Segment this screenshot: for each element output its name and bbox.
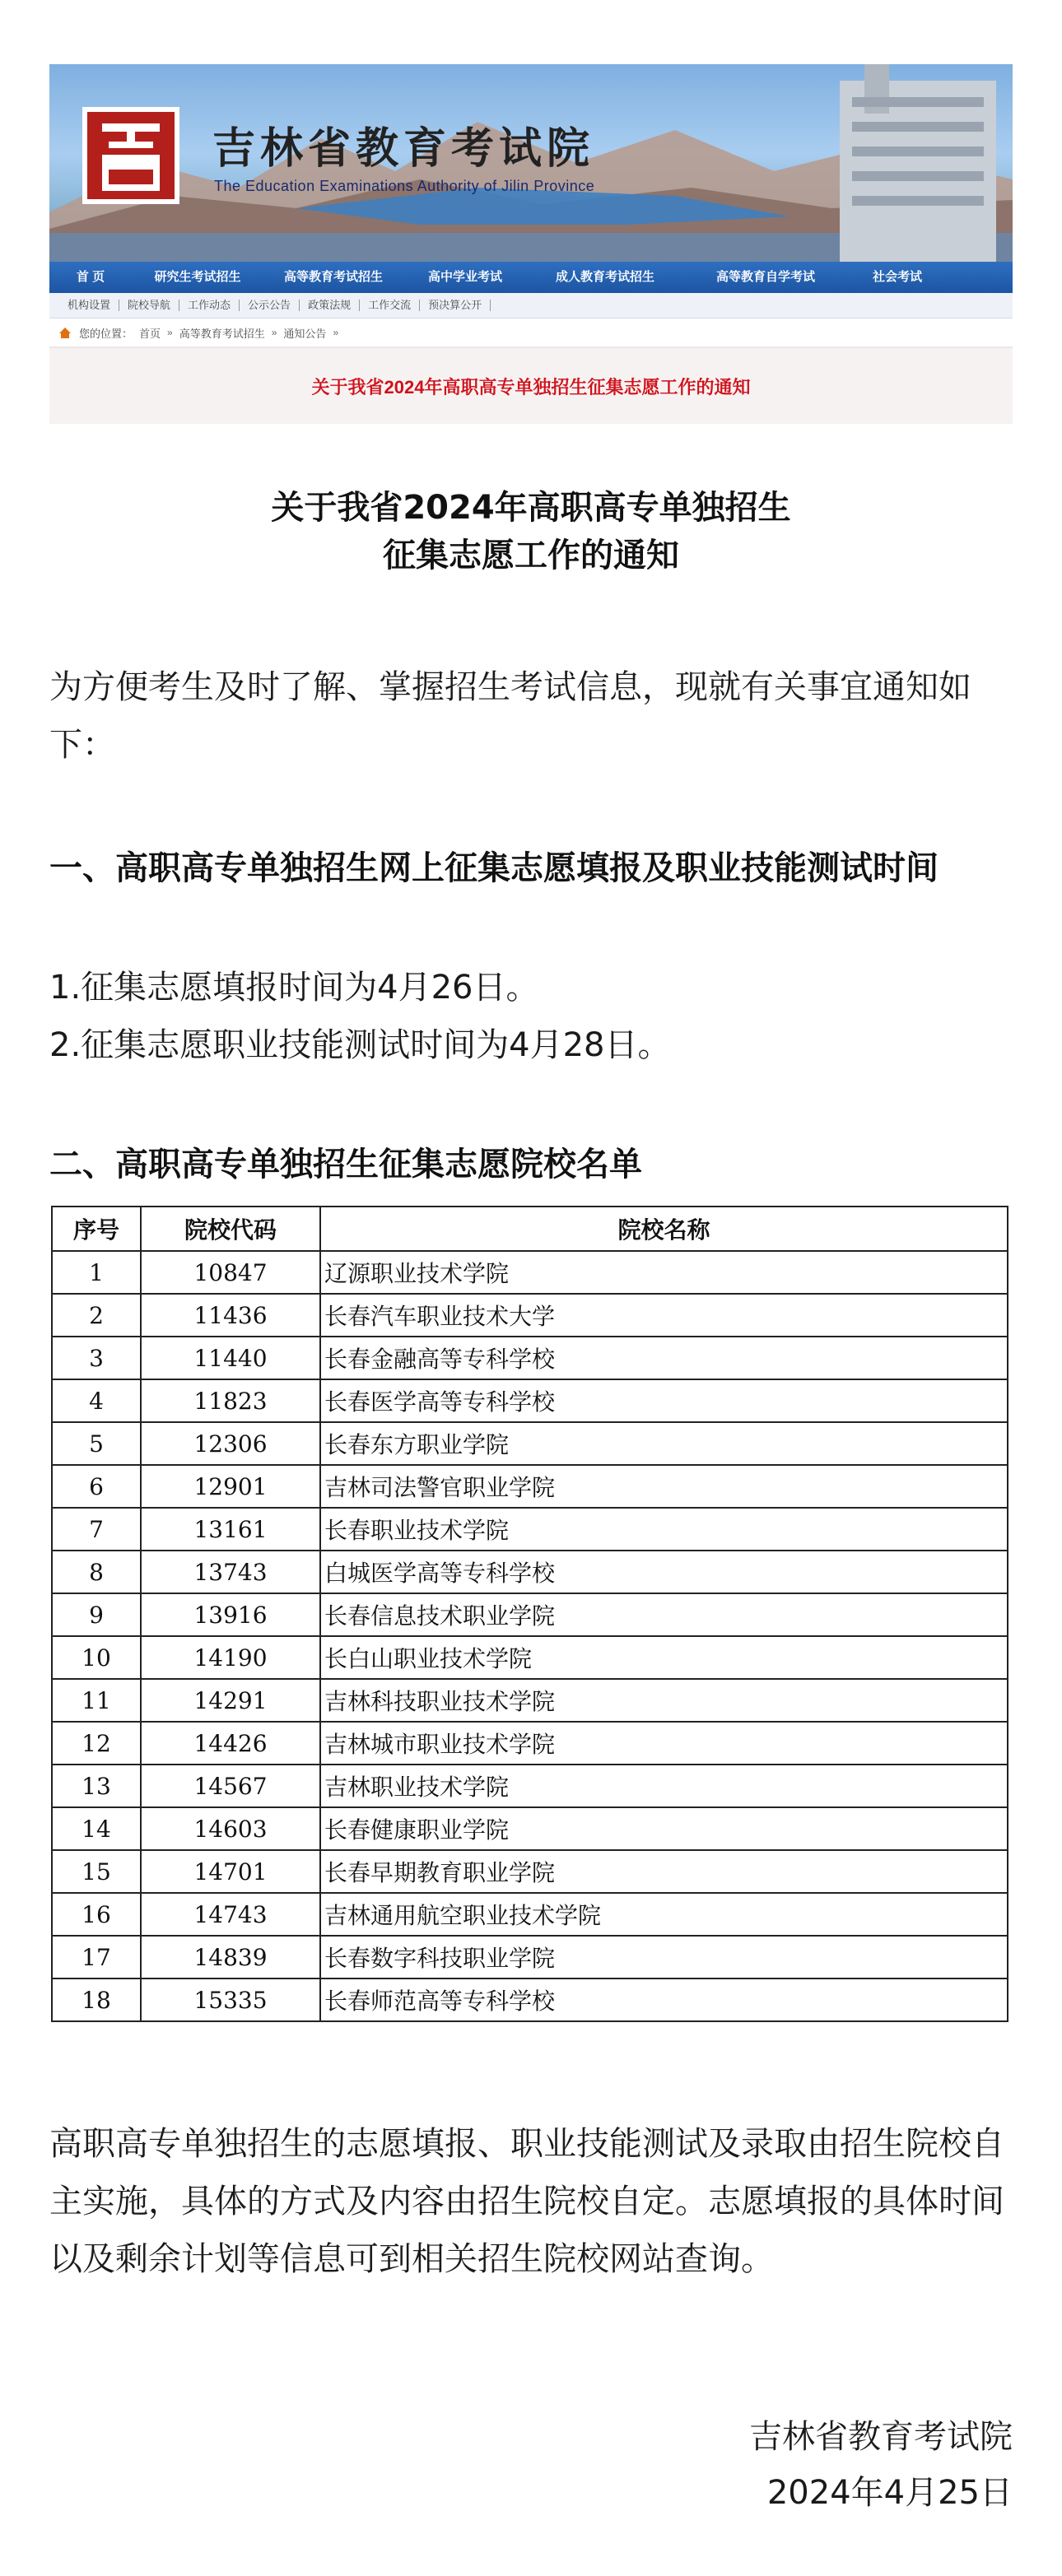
subnav-item[interactable]: 院校导航 xyxy=(119,300,179,311)
table-body xyxy=(52,1251,1008,2021)
col-header-index: 序号 xyxy=(52,1207,141,1251)
nav-high-school[interactable]: 高中学业考试 xyxy=(427,270,502,284)
col-header-name: 院校名称 xyxy=(320,1207,1008,1251)
institute-logo xyxy=(82,107,179,204)
table-header-row xyxy=(52,1207,1008,1251)
article-title-line2: 征集志愿工作的通知 xyxy=(383,537,679,574)
row-college-name: 吉林司法警官职业学院 xyxy=(320,1465,1008,1508)
nav-graduate[interactable]: 研究生考试招生 xyxy=(154,270,241,284)
row-code: 14701 xyxy=(141,1850,320,1893)
issue-date: 2024年4月25日 xyxy=(766,2474,1013,2512)
nav-adult-education[interactable]: 成人教育考试招生 xyxy=(555,270,654,284)
row-college-name: 吉林职业技术学院 xyxy=(320,1765,1008,1807)
row-index: 12 xyxy=(52,1722,141,1765)
subnav-item[interactable]: 机构设置 xyxy=(59,300,119,311)
nav-self-study[interactable]: 高等教育自学考试 xyxy=(715,270,815,284)
row-index: 18 xyxy=(52,1978,141,2021)
table-row xyxy=(52,1636,1008,1679)
table-row xyxy=(52,1850,1008,1893)
table-row xyxy=(52,1251,1008,1294)
table-row xyxy=(52,1465,1008,1508)
nav-higher-education[interactable]: 高等教育考试招生 xyxy=(283,270,383,284)
subnav-item[interactable]: 公示公告 xyxy=(240,300,300,311)
notice-title-bar xyxy=(49,348,1013,424)
col-header-code: 院校代码 xyxy=(141,1207,320,1251)
nav-social-exam[interactable]: 社会考试 xyxy=(872,270,922,284)
row-college-name: 吉林城市职业技术学院 xyxy=(320,1722,1008,1765)
row-college-name: 长春医学高等专科学校 xyxy=(320,1379,1008,1422)
row-index: 3 xyxy=(52,1337,141,1379)
college-table xyxy=(51,1206,1008,2022)
table-row xyxy=(52,1337,1008,1379)
row-college-name: 长春数字科技职业学院 xyxy=(320,1936,1008,1978)
row-index: 9 xyxy=(52,1593,141,1636)
breadcrumb-home[interactable]: 首页 xyxy=(139,327,161,340)
chevron-right-icon: » xyxy=(333,327,339,338)
section2-heading: 二、高职高专单独招生征集志愿院校名单 xyxy=(49,1146,642,1183)
subnav-item[interactable]: 预决算公开 xyxy=(420,300,491,311)
table-row xyxy=(52,1294,1008,1337)
row-index: 5 xyxy=(52,1422,141,1465)
breadcrumb-section[interactable]: 高等教育考试招生 xyxy=(179,327,265,340)
row-college-name: 吉林科技职业技术学院 xyxy=(320,1679,1008,1722)
notice-title: 关于我省2024年高职高专单独招生征集志愿工作的通知 xyxy=(311,376,751,398)
row-code: 13743 xyxy=(141,1551,320,1593)
home-icon xyxy=(59,328,71,333)
row-index: 1 xyxy=(52,1251,141,1294)
row-code: 14426 xyxy=(141,1722,320,1765)
row-index: 14 xyxy=(52,1807,141,1850)
row-code: 11823 xyxy=(141,1379,320,1422)
row-code: 13161 xyxy=(141,1508,320,1551)
row-college-name: 白城医学高等专科学校 xyxy=(320,1551,1008,1593)
site-title: 吉林省教育考试院 xyxy=(212,123,595,174)
subnav-item[interactable]: 政策法规 xyxy=(300,300,360,311)
row-code: 11436 xyxy=(141,1294,320,1337)
closing-paragraph: 高职高专单独招生的志愿填报、职业技能测试及录取由招生院校自主实施，具体的方式及内容由招生院校自定。志愿填报的具体时间以及剩余计划等信息可到相关招生院校网站查询。 xyxy=(49,2125,1004,2278)
row-index: 17 xyxy=(52,1936,141,1978)
row-college-name: 辽源职业技术学院 xyxy=(320,1251,1008,1294)
row-index: 15 xyxy=(52,1850,141,1893)
table-row xyxy=(52,1551,1008,1593)
row-college-name: 长春东方职业学院 xyxy=(320,1422,1008,1465)
table-row xyxy=(52,1508,1008,1551)
table-row xyxy=(52,1893,1008,1936)
row-code: 14839 xyxy=(141,1936,320,1978)
table-row xyxy=(52,1765,1008,1807)
table-row xyxy=(52,1679,1008,1722)
nav-home[interactable]: 首 页 xyxy=(76,270,105,284)
row-college-name: 长春健康职业学院 xyxy=(320,1807,1008,1850)
logo-emblem-icon xyxy=(87,112,175,199)
table-row xyxy=(52,1936,1008,1978)
row-index: 7 xyxy=(52,1508,141,1551)
subnav-item[interactable]: 工作动态 xyxy=(179,300,240,311)
row-index: 2 xyxy=(52,1294,141,1337)
chevron-right-icon: » xyxy=(271,327,277,338)
breadcrumb xyxy=(49,319,1013,348)
website-header-screenshot xyxy=(49,64,1013,426)
article-title-line1: 关于我省2024年高职高专单独招生 xyxy=(271,489,791,527)
table-row xyxy=(52,1593,1008,1636)
row-college-name: 长白山职业技术学院 xyxy=(320,1636,1008,1679)
row-index: 16 xyxy=(52,1893,141,1936)
table-row xyxy=(52,1807,1008,1850)
row-code: 13916 xyxy=(141,1593,320,1636)
table-row xyxy=(52,1978,1008,2021)
breadcrumb-label: 您的位置： xyxy=(79,327,133,340)
row-code: 12901 xyxy=(141,1465,320,1508)
site-banner xyxy=(49,64,1013,262)
row-college-name: 长春早期教育职业学院 xyxy=(320,1850,1008,1893)
table-row xyxy=(52,1422,1008,1465)
subnav-item[interactable]: 工作交流 xyxy=(360,300,420,311)
row-code: 14567 xyxy=(141,1765,320,1807)
breadcrumb-current[interactable]: 通知公告 xyxy=(283,327,327,340)
table-row xyxy=(52,1379,1008,1422)
main-nav xyxy=(49,262,1013,293)
row-index: 13 xyxy=(52,1765,141,1807)
sub-nav xyxy=(49,293,1013,319)
row-index: 8 xyxy=(52,1551,141,1593)
row-code: 11440 xyxy=(141,1337,320,1379)
row-college-name: 长春汽车职业技术大学 xyxy=(320,1294,1008,1337)
row-code: 14291 xyxy=(141,1679,320,1722)
section1-heading: 一、高职高专单独招生网上征集志愿填报及职业技能测试时间 xyxy=(49,849,939,887)
row-code: 15335 xyxy=(141,1978,320,2021)
schedule-item-2: 2.征集志愿职业技能测试时间为4月28日。 xyxy=(49,1026,671,1064)
article-title xyxy=(0,484,1062,579)
row-index: 11 xyxy=(52,1679,141,1722)
row-code: 12306 xyxy=(141,1422,320,1465)
row-code: 10847 xyxy=(141,1251,320,1294)
table-row xyxy=(52,1722,1008,1765)
row-code: 14190 xyxy=(141,1636,320,1679)
schedule-item-1: 1.征集志愿填报时间为4月26日。 xyxy=(49,969,539,1007)
row-college-name: 长春信息技术职业学院 xyxy=(320,1593,1008,1636)
row-index: 6 xyxy=(52,1465,141,1508)
row-college-name: 长春职业技术学院 xyxy=(320,1508,1008,1551)
row-college-name: 长春师范高等专科学校 xyxy=(320,1978,1008,2021)
row-code: 14603 xyxy=(141,1807,320,1850)
row-index: 10 xyxy=(52,1636,141,1679)
site-subtitle: The Education Examinations Authority of Jilin Province xyxy=(214,178,595,194)
signature: 吉林省教育考试院 xyxy=(749,2418,1013,2456)
row-code: 14743 xyxy=(141,1893,320,1936)
row-index: 4 xyxy=(52,1379,141,1422)
row-college-name: 吉林通用航空职业技术学院 xyxy=(320,1893,1008,1936)
intro-paragraph: 为方便考生及时了解、掌握招生考试信息，现就有关事宜通知如下： xyxy=(49,668,971,764)
row-college-name: 长春金融高等专科学校 xyxy=(320,1337,1008,1379)
chevron-right-icon: » xyxy=(167,327,173,338)
